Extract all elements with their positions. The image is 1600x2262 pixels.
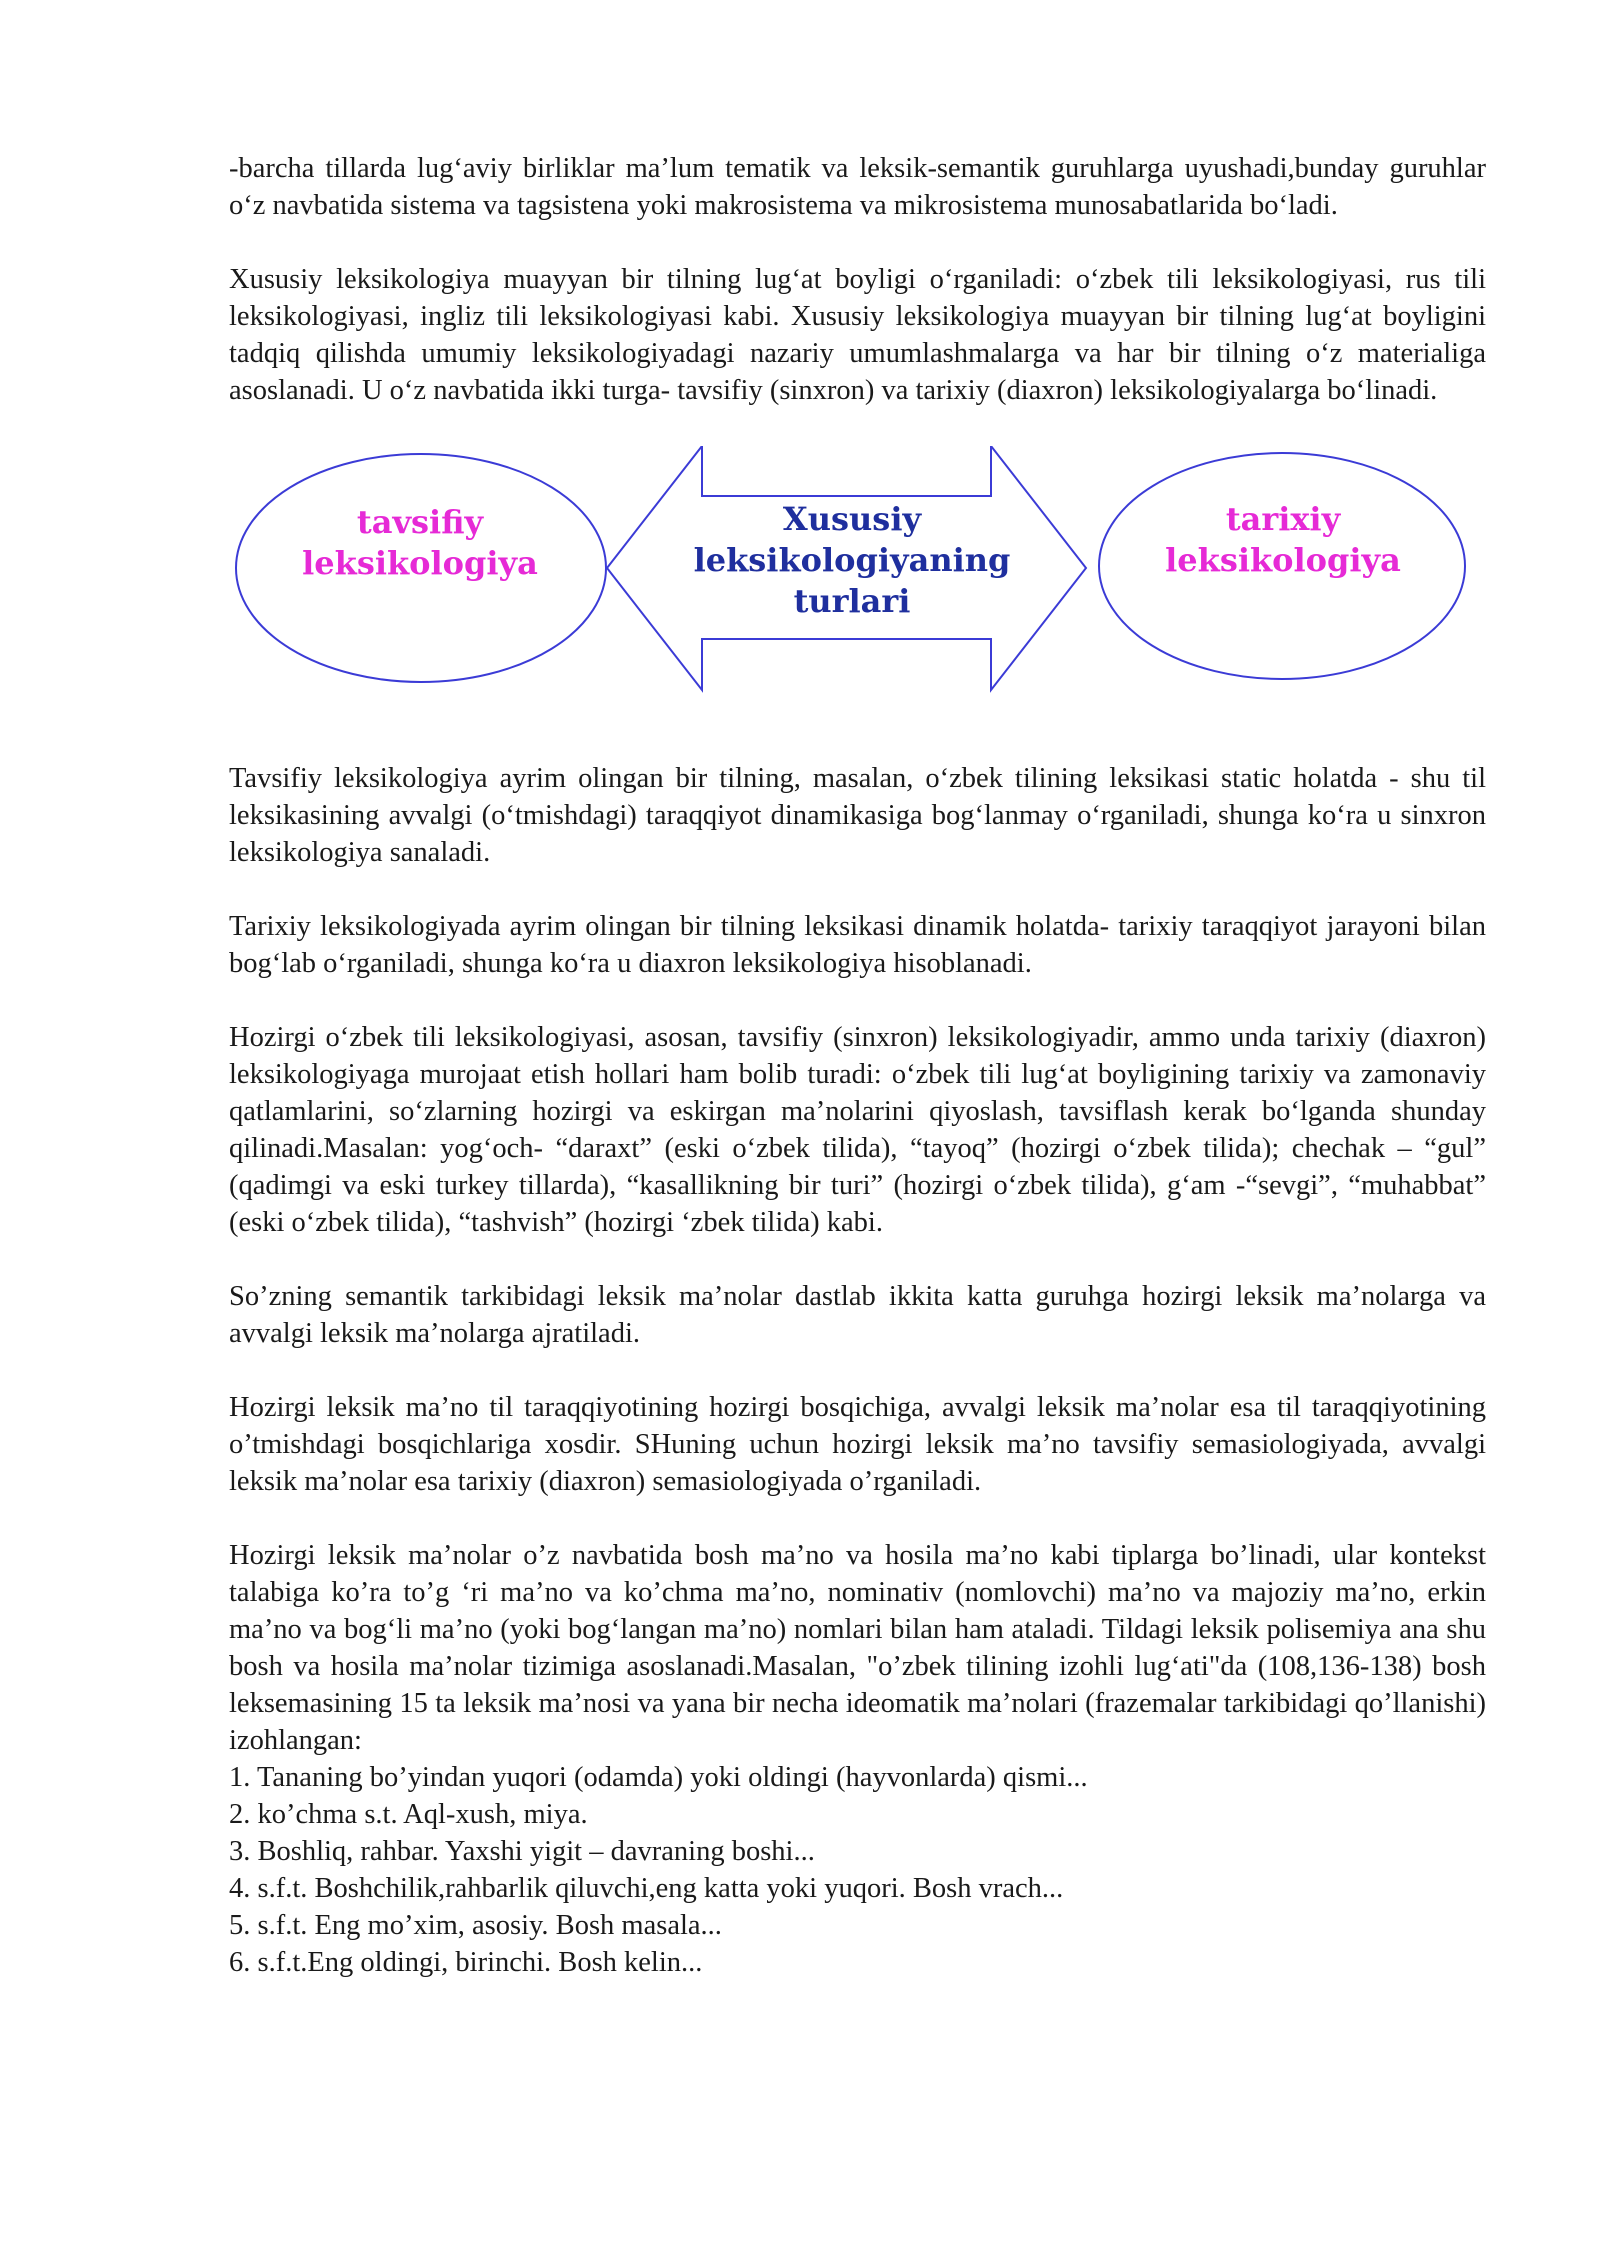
paragraph-hozirgi-leksikologiya: Hozirgi o‘zbek tili leksikologiyasi, asosan, tavsifiy (sinxron) leksikologiyadir, ammo unda tarixiy (diaxron) leksikologiyaga murojaat etish hollari ham bolib turadi: o‘zbek tili lug‘at boyligining tarixiy va zamonaviy qatlamlarini, so‘zlarning hozirgi va eskirgan ma’nolarini qiyoslash, tavsiflash kerak bo‘lganda shunday qilinadi.Masalan: yog‘och- “daraxt” (eski o‘zbek tilida), “tayoq” (hozirgi o‘zbek tilida); chechak – “gul” (qadimgi va eski turkey tillarda), “kasallikning bir turi” (hozirgi o‘zbek tilida), g‘am -“sevgi”, “muhabbat” (eski o‘zbek tilida), “tashvish” (hozirgi ‘zbek tilida) kabi. <box>229 1022 1486 1238</box>
meanings-list <box>229 1759 1486 1981</box>
document-page <box>229 150 1486 1981</box>
center-label-line-1: Xususiy <box>782 500 922 538</box>
center-label-line-2: leksikologiyaning <box>693 541 1011 579</box>
list-item: 6. s.f.t.Eng oldingi, birinchi. Bosh kelin... <box>229 1947 703 1978</box>
paragraph-semantik-tarkib: So’zning semantik tarkibidagi leksik ma’nolar dastlab ikkita katta guruhga hozirgi leksik ma’nolarga va avvalgi leksik ma’nolarga ajratiladi. <box>229 1281 1486 1349</box>
center-label-line-3: turlari <box>793 582 911 620</box>
list-item: 4. s.f.t. Boshchilik,rahbarlik qiluvchi,eng katta yoki yuqori. Bosh vrach... <box>229 1873 1064 1904</box>
list-item: 2. ko’chma s.t. Aql-xush, miya. <box>229 1799 588 1830</box>
right-label-line-1: tarixiy <box>1225 500 1341 538</box>
paragraph-tavsifiy: Tavsifiy leksikologiya ayrim olingan bir tilning, masalan, o‘zbek tilining leksikasi static holatda - shu til leksikasining avvalgi (o‘tmishdagi) taraqqiyot dinamikasiga bog‘lanmay o‘rganiladi, shunga ko‘ra u sinxron leksikologiya sanaladi. <box>229 763 1486 868</box>
list-item: 5. s.f.t. Eng mo’xim, asosiy. Bosh masala... <box>229 1910 722 1941</box>
paragraph-bosh-mano: Hozirgi leksik ma’nolar o’z navbatida bosh ma’no va hosila ma’no kabi tiplarga bo’linadi, ular kontekst talabiga ko’ra to’g ‘ri ma’no va ko’chma ma’no, nominativ (nomlovchi) ma’no va majoziy ma’no, erkin ma’no va bog‘li ma’no (yoki bog‘langan ma’no) nomlari bilan ham ataladi. Tildagi leksik polisemiya ana shu bosh va hosila ma’nolar tizimiga asoslanadi.Masalan, "o’zbek tilining izohli lug‘ati"da (108,136-138) bosh leksemasining 15 ta leksik ma’nosi va yana bir necha ideomatik ma’nolari (frazemalar tarkibidagi qo’llanishi) izohlangan: <box>229 1540 1486 1756</box>
arrow-center-label <box>619 499 1085 622</box>
left-label-line-1: tavsifiy <box>356 503 484 541</box>
paragraph-xususiy-leksikologiya: Xususiy leksikologiya muayyan bir tilning lug‘at boyligi o‘rganiladi: o‘zbek tili leksikologiyasi, rus tili leksikologiyasi, ingliz tili leksikologiyasi kabi. Xususiy leksikologiya muayyan bir tilning lug‘at boyligini tadqiq qilishda umumiy leksikologiyadagi nazariy umumlashmalarga va har bir tilning o‘z materialiga asoslanadi. U o‘z navbatida ikki turga- tavsifiy (sinxron) va tarixiy (diaxron) leksikologiyalarga bo‘linadi. <box>229 264 1486 406</box>
left-ellipse-label <box>229 502 611 584</box>
left-label-line-2: leksikologiya <box>302 544 538 582</box>
right-label-line-2: leksikologiya <box>1165 541 1401 579</box>
right-ellipse-label <box>1091 499 1475 581</box>
paragraph-tarixiy: Tarixiy leksikologiyada ayrim olingan bir tilning leksikasi dinamik holatda- tarixiy taraqqiyot jarayoni bilan bog‘lab o‘rganiladi, shunga ko‘ra u diaxron leksikologiya hisoblanadi. <box>229 911 1486 979</box>
paragraph-intro: -barcha tillarda lug‘aviy birliklar ma’lum tematik va leksik-semantik guruhlarga uyushadi,bunday guruhlar o‘z navbatida sistema va tagsistena yoki makrosistema va mikrosistema munosabatlarida bo‘ladi. <box>229 153 1486 221</box>
lexicology-types-diagram <box>229 446 1486 742</box>
list-item: 1. Tananing bo’yindan yuqori (odamda) yoki oldingi (hayvonlarda) qismi... <box>229 1762 1088 1793</box>
paragraph-hozirgi-leksik-mano: Hozirgi leksik ma’no til taraqqiyotining hozirgi bosqichiga, avvalgi leksik ma’nolar esa til taraqqiyotining o’tmishdagi bosqichlariga xosdir. SHuning uchun hozirgi leksik ma’no tavsifiy semasiologiyada, avvalgi leksik ma’nolar esa tarixiy (diaxron) semasiologiyada o’rganiladi. <box>229 1392 1486 1497</box>
list-item: 3. Boshliq, rahbar. Yaxshi yigit – davraning boshi... <box>229 1836 815 1867</box>
